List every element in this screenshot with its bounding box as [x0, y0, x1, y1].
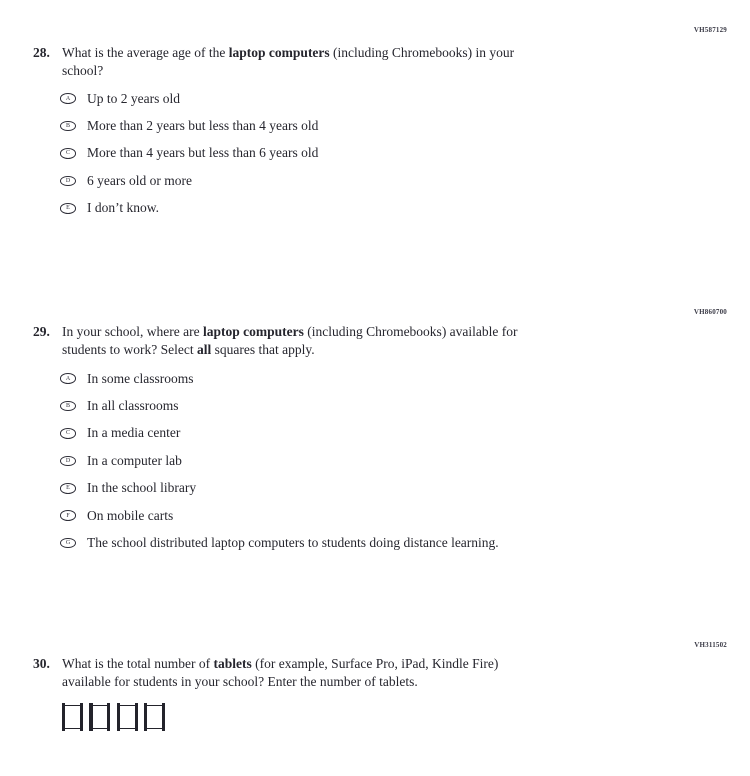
bubble-letter: C: [65, 150, 70, 157]
prompt-segment: (including Chromebooks) available for: [303, 324, 518, 339]
option-label: On mobile carts: [87, 507, 174, 523]
prompt-segment: In your school, where are: [62, 324, 203, 339]
option-row[interactable]: [60, 195, 750, 222]
options-list: [0, 365, 750, 557]
prompt-segment-bold: laptop computers: [228, 45, 330, 60]
question-prompt: [62, 323, 518, 359]
bubble-letter: A: [65, 95, 71, 102]
digit-box-frame: [147, 705, 162, 729]
item-code: VH860700: [693, 308, 727, 316]
bubble-letter: G: [65, 539, 71, 546]
prompt-line: [62, 44, 514, 62]
options-list: [0, 85, 750, 222]
question-number: 28.: [33, 45, 50, 60]
prompt-segment: school?: [62, 63, 104, 78]
prompt-segment: (including Chromebooks) in your: [329, 45, 515, 60]
question-29: [0, 308, 750, 557]
prompt-line: [62, 673, 498, 691]
tablet-count-digit-box[interactable]: [62, 703, 83, 731]
digit-box-frame: [65, 705, 80, 729]
item-code: VH587129: [693, 26, 727, 34]
bubble-letter: B: [65, 402, 70, 409]
option-label: I don’t know.: [87, 200, 159, 216]
option-row[interactable]: [60, 392, 750, 419]
prompt-segment: What is the average age of the: [62, 45, 229, 60]
option-label: In all classrooms: [87, 398, 179, 414]
prompt-segment: What is the total number of: [62, 656, 214, 671]
question-number: 30.: [33, 656, 50, 671]
answer-bubble[interactable]: [60, 483, 76, 494]
option-label: In a media center: [87, 425, 181, 441]
answer-bubble[interactable]: [60, 203, 76, 214]
option-row[interactable]: [60, 475, 750, 502]
bubble-letter: E: [66, 205, 70, 212]
option-row[interactable]: [60, 85, 750, 112]
tablet-count-digit-box[interactable]: [117, 703, 138, 731]
prompt-segment: squares that apply.: [211, 342, 315, 357]
tablet-count-entry: [62, 703, 750, 731]
answer-bubble[interactable]: [60, 538, 76, 549]
answer-bubble[interactable]: [60, 373, 76, 384]
option-row[interactable]: [60, 447, 750, 474]
answer-bubble[interactable]: [60, 510, 76, 521]
prompt-segment: available for students in your school? Enter the number of tablets.: [62, 674, 418, 689]
prompt-segment-bold: tablets: [213, 656, 252, 671]
question-prompt: [62, 44, 514, 80]
option-label: The school distributed laptop computers to students doing distance learning.: [87, 535, 499, 551]
answer-bubble[interactable]: [60, 428, 76, 439]
digit-box-frame: [93, 705, 108, 729]
bubble-letter: D: [65, 457, 71, 464]
option-label: In some classrooms: [87, 370, 194, 386]
answer-bubble[interactable]: [60, 176, 76, 187]
option-label: 6 years old or more: [87, 172, 192, 188]
option-label: More than 4 years but less than 6 years old: [87, 145, 319, 161]
prompt-segment: (for example, Surface Pro, iPad, Kindle Fire): [251, 656, 499, 671]
option-label: In a computer lab: [87, 452, 182, 468]
option-label: Up to 2 years old: [87, 90, 180, 106]
question-28: [0, 26, 750, 222]
item-code: VH311502: [694, 641, 727, 649]
tablet-count-digit-box[interactable]: [89, 703, 110, 731]
prompt-line: [62, 323, 518, 341]
option-row[interactable]: [60, 112, 750, 139]
prompt-line: [62, 62, 514, 80]
prompt-segment-bold: all: [196, 342, 212, 357]
bubble-letter: D: [65, 177, 71, 184]
question-prompt: [62, 655, 498, 691]
digit-box-frame: [120, 705, 135, 729]
option-row[interactable]: [60, 365, 750, 392]
prompt-line: [62, 341, 518, 359]
answer-bubble[interactable]: [60, 401, 76, 412]
bubble-letter: F: [66, 512, 70, 519]
bubble-letter: B: [65, 122, 70, 129]
bubble-letter: A: [65, 375, 71, 382]
option-row[interactable]: [60, 140, 750, 167]
bubble-letter: E: [66, 485, 70, 492]
answer-bubble[interactable]: [60, 148, 76, 159]
option-row[interactable]: [60, 420, 750, 447]
option-row[interactable]: [60, 502, 750, 529]
bubble-letter: C: [65, 430, 70, 437]
option-row[interactable]: [60, 529, 750, 556]
option-label: More than 2 years but less than 4 years old: [87, 118, 319, 134]
tablet-count-digit-box[interactable]: [144, 703, 165, 731]
prompt-line: [62, 655, 498, 673]
question-30: [0, 641, 750, 731]
prompt-segment: students to work? Select: [62, 342, 197, 357]
option-row[interactable]: [60, 167, 750, 194]
answer-bubble[interactable]: [60, 456, 76, 467]
answer-bubble[interactable]: [60, 121, 76, 132]
answer-bubble[interactable]: [60, 93, 76, 104]
prompt-segment-bold: laptop computers: [202, 324, 304, 339]
option-label: In the school library: [87, 480, 197, 496]
question-number: 29.: [33, 324, 50, 339]
